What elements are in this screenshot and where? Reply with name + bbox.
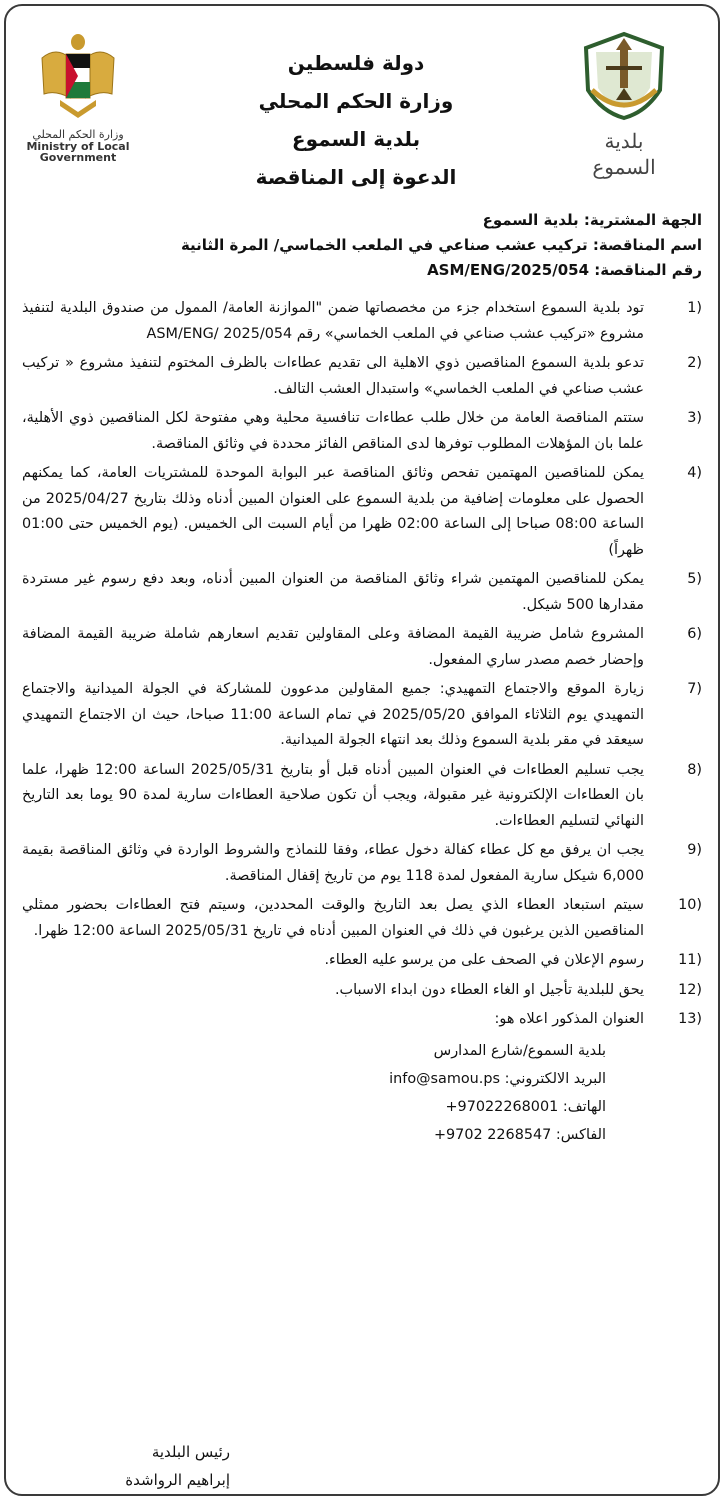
municipality-logo bbox=[570, 28, 678, 180]
clause-number: 6) bbox=[687, 626, 702, 642]
tender-meta bbox=[22, 208, 702, 283]
header-titles bbox=[156, 44, 556, 196]
clause-text: يحق للبلدية تأجيل او الغاء العطاء دون ابداء الاسباب. bbox=[334, 981, 644, 998]
clause-text: العنوان المذكور اعلاه هو: bbox=[494, 1011, 644, 1027]
clause-number: 10) bbox=[678, 897, 702, 913]
contact-phone-line bbox=[22, 1093, 606, 1121]
clause-number: 12) bbox=[678, 981, 702, 998]
ministry-logo bbox=[22, 28, 134, 163]
clause-item bbox=[22, 622, 702, 673]
email-value[interactable]: info@samou.ps bbox=[389, 1070, 500, 1087]
header bbox=[6, 6, 718, 206]
clause-text: يمكن للمناقصين المهتمين تفحص وثائق المناقصة عبر البوابة الموحدة للمشتريات العامة، كما يمكنهم الحصول على معلومات إضافية من بلدية السموع على العنوان المبين أدناه وذلك بتاريخ 2025/04/27 من الساعة 08:00 صباحا إلى الساعة 02:00 ظهرا من أيام السبت الى الخميس. (يوم الخميس حتى 01:00 ظهراً) bbox=[22, 465, 645, 558]
eagle-emblem-icon bbox=[36, 28, 120, 124]
clause-text: زيارة الموقع والاجتماع التمهيدي: جميع المقاولين مدعوون للمشاركة في الجولة الميدانية والاجتماع التمهيدي يوم الثلاثاء الموافق 2025/05/20 في تمام الساعة 11:00 صباحا، حيث ان الاجتماع التمهيدي سيعقد في مقر بلدية السموع وذلك بعد انتهاء الجولة الميدانية. bbox=[22, 681, 644, 748]
clause-item bbox=[22, 677, 702, 754]
clause-item bbox=[22, 1007, 702, 1033]
tender-name-line: اسم المناقصة: تركيب عشب صناعي في الملعب الخماسي/ المرة الثانية bbox=[180, 236, 702, 254]
clause-item bbox=[22, 948, 702, 974]
phone-label: الهاتف: bbox=[562, 1098, 606, 1115]
ministry-logo-caption-ar: وزارة الحكم المحلي bbox=[32, 128, 124, 141]
clause-text: ستتم المناقصة العامة من خلال طلب عطاءات تنافسية محلية وهي مفتوحة لكل المناقصين ذوي الأهلية، علما بان المؤهلات المطلوب توفرها لدى المناقص الفائز محددة في وثائق المناقصة. bbox=[22, 410, 644, 452]
clause-text: يمكن للمناقصين المهتمين شراء وثائق المناقصة من العنوان المبين أدناه، وبعد دفع رسوم غير مستردة مقدارها 500 شيكل. bbox=[22, 571, 644, 613]
clause-item bbox=[22, 296, 702, 347]
contact-address: بلدية السموع/شارع المدارس bbox=[433, 1042, 606, 1059]
country-title: دولة فلسطين bbox=[287, 51, 425, 75]
clause-number: 13) bbox=[678, 1011, 702, 1027]
clause-item bbox=[22, 758, 702, 835]
clause-text: يجب ان يرفق مع كل عطاء كفالة دخول عطاء، وفقا للنماذج والشروط الواردة في وثائق المناقصة بقيمة 6,000 شيكل سارية المفعول لمدة 118 يوم من تاريخ إقفال المناقصة. bbox=[22, 842, 644, 884]
tender-number-label: رقم المناقصة: bbox=[594, 261, 702, 279]
clause-number: 3) bbox=[687, 410, 702, 426]
contact-fax-line bbox=[22, 1121, 606, 1149]
clause-item bbox=[22, 567, 702, 618]
contact-block bbox=[22, 1037, 606, 1149]
signature-name: إبراهيم الرواشدة bbox=[125, 1471, 230, 1489]
clause-number: 8) bbox=[687, 761, 702, 778]
clause-item bbox=[22, 351, 702, 402]
ministry-logo-caption-en-line1: Ministry of Local bbox=[26, 140, 130, 153]
clause-number: 11) bbox=[678, 952, 702, 968]
municipality-logo-caption: بلدية السموع bbox=[592, 129, 656, 179]
clause-item bbox=[22, 461, 702, 563]
tender-number-line bbox=[22, 258, 702, 283]
clause-text: رسوم الإعلان في الصحف على من يرسو عليه العطاء. bbox=[324, 952, 644, 968]
clause-number: 5) bbox=[687, 571, 702, 587]
invitation-title: الدعوة إلى المناقصة bbox=[255, 165, 457, 189]
contact-email-line bbox=[22, 1065, 606, 1093]
clause-number: 2) bbox=[687, 355, 702, 371]
municipality-emblem-icon bbox=[576, 28, 672, 124]
clause-text: المشروع شامل ضريبة القيمة المضافة وعلى المقاولين تقديم اسعارهم شاملة ضريبة القيمة المضافة وإحضار خصم مصدر ساري المفعول. bbox=[22, 626, 644, 668]
fax-label: الفاكس: bbox=[555, 1126, 606, 1143]
clause-item bbox=[22, 838, 702, 889]
clause-text: تود بلدية السموع استخدام جزء من مخصصاتها ضمن "الموازنة العامة/ الممول من صندوق البلدية لتنفيذ مشروع «تركيب عشب صناعي في الملعب الخماسي» رقم ASM/ENG/ 2025/054 bbox=[22, 300, 644, 342]
ministry-title: وزارة الحكم المحلي bbox=[258, 89, 454, 113]
clause-number: 1) bbox=[687, 300, 702, 316]
phone-value: +97022268001 bbox=[445, 1098, 559, 1115]
signature-block bbox=[30, 1438, 230, 1494]
clause-item bbox=[22, 406, 702, 457]
clause-number: 9) bbox=[687, 842, 702, 858]
clause-number: 7) bbox=[687, 681, 702, 697]
clause-item bbox=[22, 978, 702, 1004]
tender-number: ASM/ENG/2025/054 bbox=[427, 261, 590, 279]
clause-text: سيتم استبعاد العطاء الذي يصل بعد التاريخ والوقت المحددين، وسيتم فتح العطاءات بحضور ممثلي المناقصين الذين يرغبون في ذلك في العنوان المبين أدناه في تاريخ 2025/05/31 الساعة 12:00 ظهرا. bbox=[22, 897, 644, 939]
email-label: البريد الالكتروني: bbox=[504, 1070, 606, 1087]
signature-title: رئيس البلدية bbox=[151, 1443, 230, 1461]
ministry-logo-caption-en-line2: Government bbox=[39, 151, 117, 164]
clause-item bbox=[22, 893, 702, 944]
fax-value: +9702 2268547 bbox=[433, 1126, 552, 1143]
buyer-line: الجهة المشترية: بلدية السموع bbox=[482, 211, 702, 229]
tender-notice-page bbox=[4, 4, 720, 1496]
clause-text: يجب تسليم العطاءات في العنوان المبين أدناه قبل أو بتاريخ 2025/05/31 الساعة 12:00 ظهرا، علما بان العطاءات الإلكترونية غير مقبولة، ويجب أن تكون صلاحية العطاءات سارية لمدة 90 يوما بعد التاريخ النهائي لتسليم العطاءات. bbox=[22, 761, 644, 829]
clause-number: 4) bbox=[687, 465, 702, 481]
tender-clauses bbox=[22, 296, 702, 1149]
municipality-title: بلدية السموع bbox=[291, 127, 421, 151]
clause-text: تدعو بلدية السموع المناقصين ذوي الاهلية الى تقديم عطاءات بالظرف المختوم لتنفيذ مشروع « تركيب عشب صناعي في الملعب الخماسي» واستبدال العشب التالف. bbox=[22, 355, 644, 397]
